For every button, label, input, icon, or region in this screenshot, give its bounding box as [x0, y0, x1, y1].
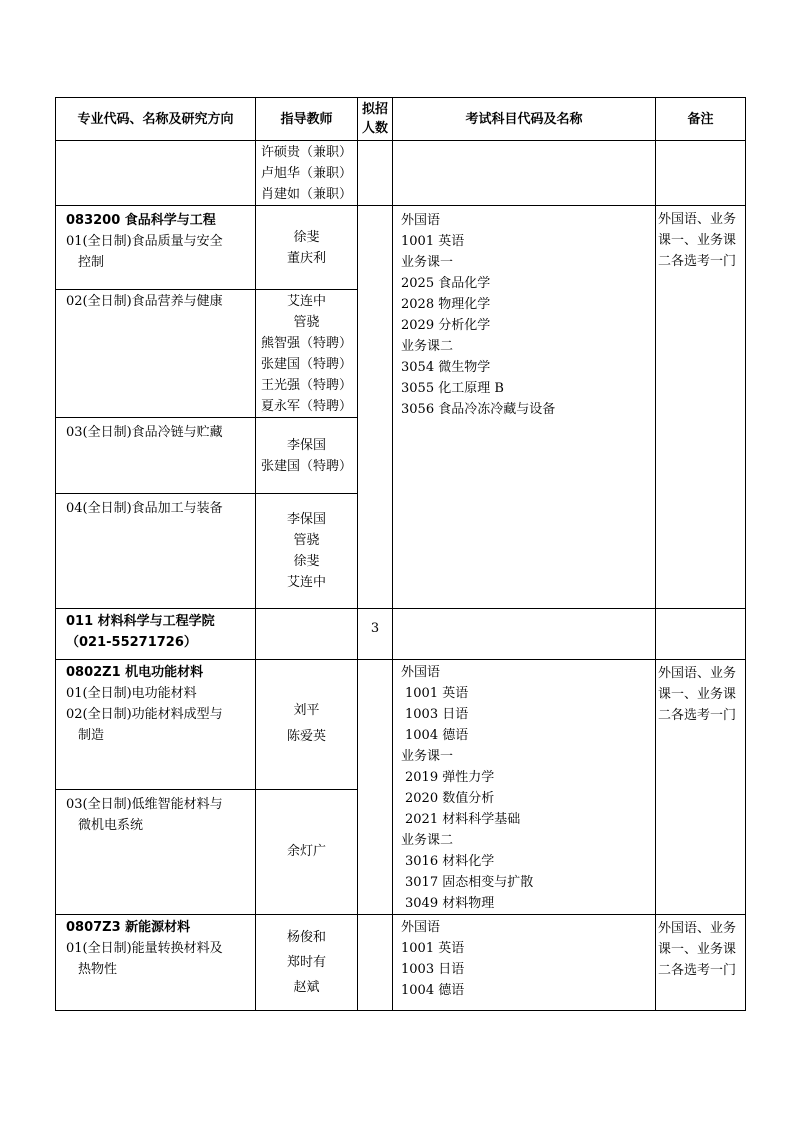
- college-cell: [56, 609, 256, 660]
- exam-item: 3054 微生物学: [401, 360, 491, 375]
- exam-item: 3017 固态相变与扩散: [405, 875, 534, 890]
- exam-item: 2019 弹性力学: [405, 770, 495, 785]
- advisor-name: 管骁: [293, 533, 320, 548]
- major-cell: [56, 915, 256, 1011]
- direction-text: 制造: [78, 728, 105, 743]
- college-phone: （021-55271726）: [66, 635, 197, 650]
- advisor-cell: [256, 660, 358, 790]
- exam-item: 外国语: [401, 213, 441, 228]
- exam-cell: [393, 206, 656, 609]
- table-row: [56, 141, 746, 206]
- direction-text: 01(全日制)能量转换材料及: [66, 941, 223, 956]
- quota-cell-empty: [358, 915, 393, 1011]
- direction-text: 03(全日制)低维智能材料与: [66, 796, 223, 812]
- exam-cell: [393, 660, 656, 915]
- advisor-name: 肖建如（兼职）: [260, 187, 352, 202]
- major-cell: [56, 494, 256, 609]
- admission-table: [55, 97, 746, 1011]
- remark-text: 课一、业务课: [658, 233, 737, 248]
- exam-item: 业务课二: [401, 339, 454, 354]
- major-cell: [56, 418, 256, 494]
- advisor-name: 艾连中: [286, 575, 326, 590]
- direction-text: 01(全日制)电功能材料: [66, 686, 197, 701]
- direction-text: 微机电系统: [78, 817, 144, 833]
- exam-item: 1003 日语: [401, 962, 465, 977]
- college-name: 011 材料科学与工程学院: [66, 614, 215, 629]
- exam-item: 1004 德语: [401, 983, 465, 998]
- quota-cell-empty: [358, 206, 393, 609]
- remark-cell-empty: [656, 609, 746, 660]
- advisor-cell: [256, 494, 358, 609]
- advisor-name: 卢旭华（兼职）: [260, 166, 352, 181]
- exam-item: 业务课一: [401, 255, 454, 270]
- remark-text: 外国语、业务: [658, 921, 737, 936]
- major-cell: [56, 206, 256, 290]
- exam-heading: 外国语: [401, 920, 441, 935]
- header-remark: 备注: [656, 98, 746, 141]
- direction-text: 03(全日制)食品冷链与贮藏: [66, 425, 223, 440]
- major-cell: [56, 290, 256, 418]
- exam-cell-empty: [393, 141, 656, 206]
- exam-item: 3056 食品冷冻冷藏与设备: [401, 402, 556, 417]
- direction-text: 04(全日制)食品加工与装备: [66, 501, 223, 516]
- major-cell-empty: [56, 141, 256, 206]
- header-major: 专业代码、名称及研究方向: [56, 98, 256, 141]
- advisor-name: 王光强（特聘）: [260, 378, 352, 393]
- direction-text: 02(全日制)功能材料成型与: [66, 707, 223, 722]
- advisor-name: 艾连中: [286, 294, 326, 309]
- exam-item: 1001 英语: [401, 234, 465, 249]
- exam-item: 3055 化工原理 B: [401, 381, 504, 396]
- table-row: [56, 609, 746, 660]
- table-row: [56, 660, 746, 790]
- major-title: 0807Z3 新能源材料: [66, 920, 191, 935]
- advisor-name: 郑时有: [286, 955, 326, 970]
- advisor-name: 董庆利: [286, 250, 326, 266]
- header-advisor: 指导教师: [256, 98, 358, 141]
- major-title: 083200 食品科学与工程: [66, 213, 216, 228]
- exam-item: 2029 分析化学: [401, 318, 491, 333]
- exam-item: 1001 英语: [405, 686, 469, 701]
- exam-item: 2025 食品化学: [401, 276, 491, 291]
- exam-item: 3049 材料物理: [405, 896, 495, 911]
- advisor-name: 余灯广: [286, 844, 326, 860]
- remark-text: 二各选考一门: [658, 963, 737, 978]
- exam-item: 2028 物理化学: [401, 297, 491, 312]
- exam-heading: 外国语: [401, 665, 441, 680]
- exam-item: 2020 数值分析: [405, 791, 495, 806]
- exam-cell: [393, 915, 656, 1011]
- header-quota-line1: 拟招: [361, 102, 388, 117]
- advisor-name: 徐斐: [293, 554, 320, 569]
- advisor-name: 李保国: [286, 512, 326, 527]
- advisor-cell: [256, 418, 358, 494]
- advisor-name: 管骁: [293, 315, 320, 330]
- advisor-name: 张建国（特聘）: [260, 357, 352, 372]
- advisor-cell: [256, 206, 358, 290]
- quota-cell-empty: [358, 141, 393, 206]
- advisor-name: 张建国（特聘）: [260, 458, 352, 474]
- remark-text: 外国语、业务: [658, 212, 737, 227]
- direction-text: 控制: [78, 255, 105, 270]
- major-cell: [56, 660, 256, 790]
- major-cell: [56, 789, 256, 914]
- direction-text: 01(全日制)食品质量与安全: [66, 234, 223, 249]
- exam-item: 1003 日语: [405, 707, 469, 722]
- advisor-cell: [256, 915, 358, 1011]
- major-title: 0802Z1 机电功能材料: [66, 665, 204, 680]
- remark-cell: [656, 660, 746, 915]
- remark-text: 二各选考一门: [658, 254, 737, 269]
- advisor-name: 李保国: [286, 437, 326, 453]
- remark-text: 二各选考一门: [658, 708, 737, 723]
- table-row: [56, 915, 746, 1011]
- remark-text: 课一、业务课: [658, 687, 737, 702]
- exam-heading: 业务课一: [401, 749, 454, 764]
- exam-item: 1001 英语: [401, 941, 465, 956]
- header-quota: [358, 98, 393, 141]
- quota-cell: [358, 609, 393, 660]
- advisor-name: 杨俊和: [286, 930, 326, 945]
- remark-cell: [656, 206, 746, 609]
- remark-cell: [656, 915, 746, 1011]
- advisor-name: 熊智强（特聘）: [260, 336, 352, 351]
- exam-item: 1004 德语: [405, 728, 469, 743]
- header-quota-line2: 人数: [361, 121, 388, 136]
- remark-text: 外国语、业务: [658, 666, 737, 681]
- direction-text: 02(全日制)食品营养与健康: [66, 294, 223, 309]
- advisor-cell-empty: [256, 609, 358, 660]
- table-header-row: [56, 98, 746, 141]
- table-row: [56, 206, 746, 290]
- advisor-cell: [256, 789, 358, 914]
- exam-heading: 业务课二: [401, 833, 454, 848]
- exam-item: 2021 材料科学基础: [405, 812, 521, 827]
- advisor-cell: [256, 290, 358, 418]
- advisor-name: 夏永军（特聘）: [260, 399, 352, 414]
- advisor-name: 刘平: [293, 703, 320, 719]
- direction-text: 热物性: [78, 962, 118, 977]
- advisor-name: 徐斐: [293, 229, 320, 245]
- advisor-cell: [256, 141, 358, 206]
- remark-cell-empty: [656, 141, 746, 206]
- exam-cell-empty: [393, 609, 656, 660]
- advisor-name: 赵斌: [293, 980, 320, 995]
- header-exam: 考试科目代码及名称: [393, 98, 656, 141]
- quota-value: 3: [370, 621, 380, 636]
- advisor-name: 许硕贵（兼职）: [260, 145, 352, 160]
- quota-cell-empty: [358, 660, 393, 915]
- advisor-name: 陈爱英: [286, 729, 326, 745]
- remark-text: 课一、业务课: [658, 942, 737, 957]
- exam-item: 3016 材料化学: [405, 854, 495, 869]
